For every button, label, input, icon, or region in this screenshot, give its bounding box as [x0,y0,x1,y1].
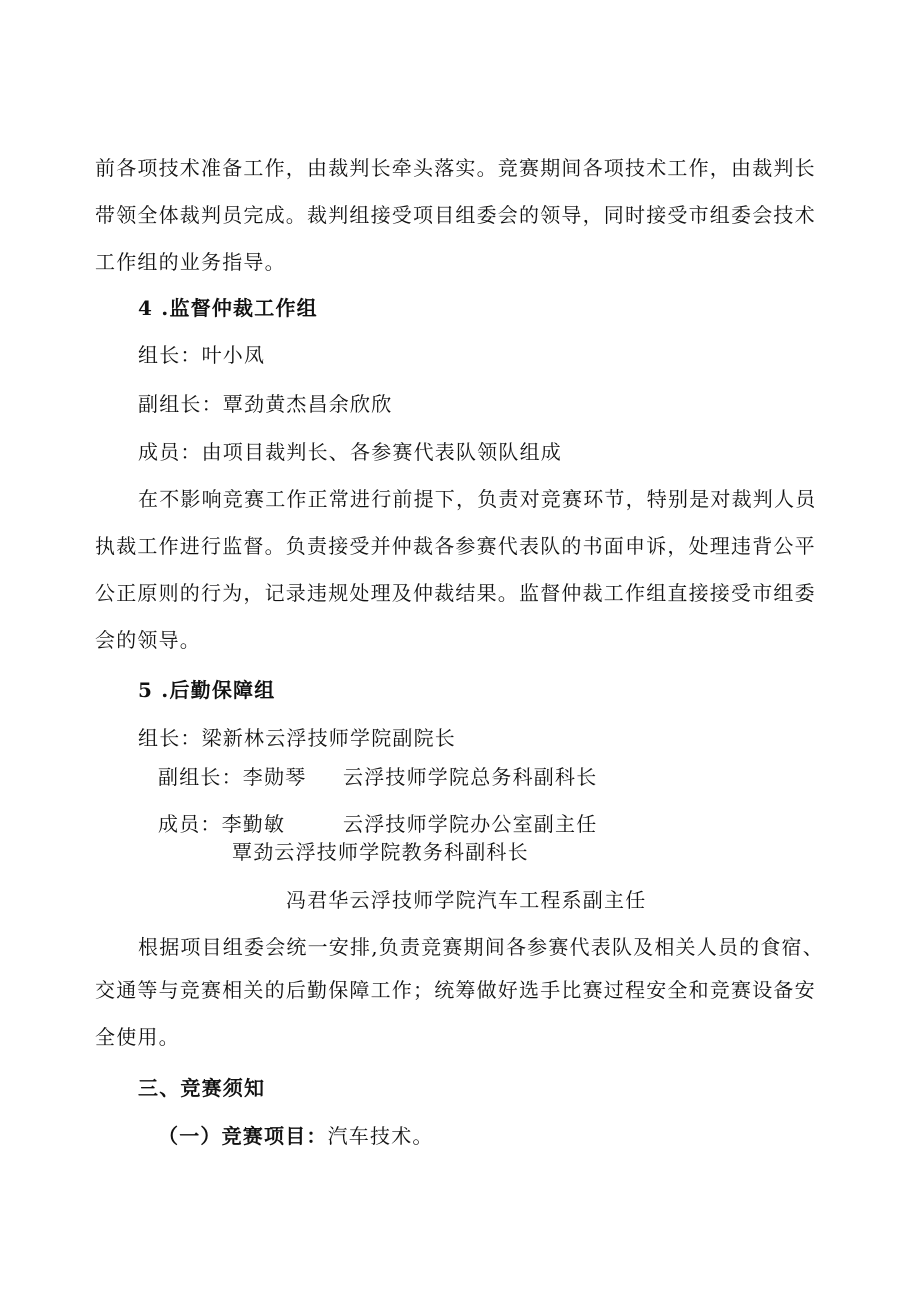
leader-line: 组长：梁新林云浮技师学院副院长 [138,726,456,750]
members-line: 成员：由项目裁判长、各参赛代表队领队组成 [138,440,562,464]
item-value: 汽车技术。 [327,1124,434,1148]
deputy-leader-line: 副组长：覃劲黄杰昌余欣欣 [138,392,393,416]
section-heading: 4 .监督仲裁工作组 [138,296,318,320]
member-line: 冯君华云浮技师学院汽车工程系副主任 [286,888,647,912]
paragraph-line: 带领全体裁判员完成。裁判组接受项目组委会的领导，同时接受市组委会技术 [95,203,816,227]
section-heading: 5 .后勤保障组 [138,678,276,702]
deputy-leader-label: 副组长：李勋琴 [158,765,307,789]
paragraph-line: 前各项技术准备工作，由裁判长牵头落实。竞赛期间各项技术工作，由裁判长 [95,156,816,180]
duty-line: 交通等与竞赛相关的后勤保障工作；统筹做好选手比赛过程安全和竞赛设备安 [95,978,816,1002]
duty-line: 执裁工作进行监督。负责接受并仲裁各参赛代表队的书面申诉，处理违背公平 [95,534,816,558]
section-heading: 三、竞赛须知 [138,1076,266,1100]
item-line [158,1124,434,1148]
deputy-leader-title: 云浮技师学院总务科副科长 [343,765,598,789]
member-label: 成员：李勤敏 [158,812,286,836]
duty-line: 在不影响竞赛工作正常进行前提下，负责对竞赛环节，特别是对裁判人员 [138,487,817,511]
duty-line: 公正原则的行为，记录违规处理及仲裁结果。监督仲裁工作组直接接受市组委 [95,581,816,605]
duty-line: 根据项目组委会统一安排,负责竞赛期间各参赛代表队及相关人员的食宿、 [138,935,824,959]
leader-line: 组长：叶小凤 [138,343,266,367]
item-label: （一）竞赛项目： [158,1124,328,1148]
duty-line: 会的领导。 [95,628,201,652]
member-line: 覃劲云浮技师学院教务科副科长 [232,840,529,864]
duty-line: 全使用。 [95,1025,180,1049]
paragraph-line: 工作组的业务指导。 [95,250,286,274]
member-title: 云浮技师学院办公室副主任 [343,812,598,836]
